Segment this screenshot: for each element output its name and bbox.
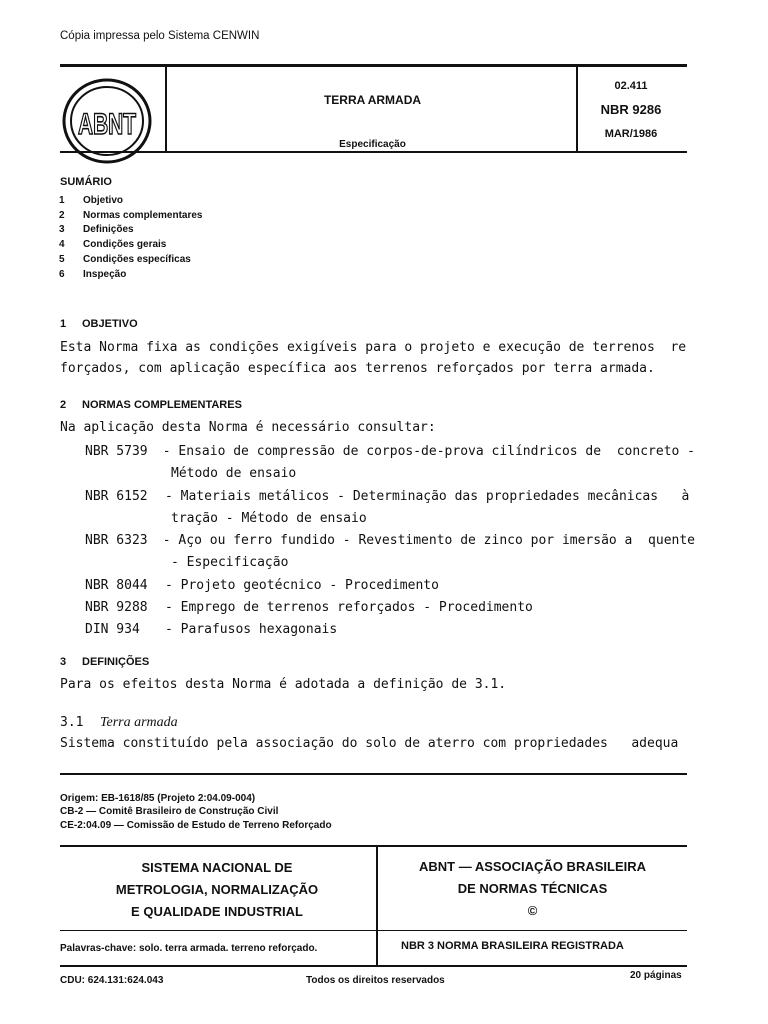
definicoes-intro: Para os efeitos desta Norma é adotada a definição de 3.1. (60, 677, 507, 692)
summary-item (59, 194, 203, 209)
summary-item-label: Definições (83, 224, 134, 236)
reference-title: tração - Método de ensaio (171, 510, 367, 526)
summary-item-label: Normas complementares (83, 209, 203, 221)
reference-list (85, 441, 695, 642)
reference-title: - Materiais metálicos - Determinação das propriedades mecânicas à (165, 488, 690, 504)
reference-title: - Emprego de terrenos reforçados - Procedimento (165, 600, 533, 616)
reference-code: DIN 934 (85, 622, 140, 638)
summary-item (59, 253, 203, 268)
header-divider-left (165, 66, 167, 152)
reference-title: - Ensaio de compressão de corpos-de-prova cilíndricos de concreto - (162, 444, 695, 459)
section-number: 1 (60, 318, 67, 330)
summary-item-label: Objetivo (83, 195, 124, 206)
institution-divider (376, 846, 378, 966)
definition-heading (60, 714, 690, 731)
section-number: 2 (60, 399, 67, 411)
normas-intro: Na aplicação desta Norma é necessário consultar: (60, 420, 436, 435)
header-divider-right (576, 66, 578, 152)
abnt-block (380, 856, 685, 922)
keywords-rule-left (60, 930, 376, 931)
committee-line: CB-2 — Comitê Brasileiro de Construção Civil (60, 806, 279, 818)
summary-item-label: Condições gerais (83, 239, 167, 251)
abnt-line: ABNT — ASSOCIAÇÃO BRASILEIRA (418, 859, 647, 874)
norm-date: MAR/1986 (604, 128, 658, 140)
reference-line (85, 441, 695, 463)
summary-item-label: Condições específicas (83, 253, 191, 265)
summary-item (59, 223, 203, 238)
page-count: 20 páginas (630, 970, 682, 981)
body-end-rule (60, 773, 687, 775)
reference-line (85, 530, 695, 552)
objetivo-text-line-2: forçados, com aplicação específica aos terrenos reforçados por terra armada. (60, 361, 655, 376)
sinmetro-line: E QUALIDADE INDUSTRIAL (131, 904, 303, 919)
document-code: 02.411 (614, 80, 648, 92)
definition-number: 3.1 (60, 715, 84, 730)
section-title: NORMAS COMPLEMENTARES (82, 399, 242, 411)
reference-line (85, 552, 695, 574)
header-top-rule (60, 64, 687, 67)
summary-item-label: Inspeção (83, 268, 127, 280)
copyright-symbol: © (527, 903, 538, 918)
reference-code: NBR 8044 (85, 577, 148, 593)
definition-text: Sistema constituído pela associação do solo de aterro com propriedades adequa (60, 736, 679, 751)
sinmetro-block (60, 857, 374, 923)
section-number: 3 (60, 656, 67, 668)
reference-line (85, 463, 695, 485)
reference-line (85, 486, 695, 508)
rights-reserved: Todos os direitos reservados (306, 975, 445, 986)
header-bottom-rule (60, 151, 687, 153)
abnt-line: DE NORMAS TÉCNICAS (457, 881, 608, 896)
keywords-rule-right (378, 930, 687, 931)
printed-by-note: Cópia impressa pelo Sistema CENWIN (60, 30, 260, 42)
institution-bottom-rule (60, 965, 687, 967)
summary-item (59, 238, 203, 253)
summary-item (59, 268, 203, 283)
keywords: Palavras-chave: solo. terra armada. terreno reforçado. (60, 943, 318, 954)
origin-block (60, 792, 332, 832)
section-title: DEFINIÇÕES (82, 656, 150, 668)
section-title: OBJETIVO (82, 318, 138, 330)
reference-title: Método de ensaio (171, 466, 297, 482)
document-subtitle: Especificação (339, 139, 406, 150)
reference-code: NBR 6152 (85, 488, 148, 504)
definition-term: Terra armada (100, 715, 178, 730)
summary-item-number: 6 (59, 268, 65, 280)
reference-code: NBR 6323 (85, 533, 148, 549)
abnt-logo (62, 78, 152, 164)
reference-code: NBR 5739 (85, 444, 148, 459)
registration-note: NBR 3 NORMA BRASILEIRA REGISTRADA (401, 940, 624, 952)
reference-title: - Aço ou ferro fundido - Revestimento de zinco por imersão a quente (162, 533, 695, 549)
document-title: TERRA ARMADA (323, 93, 422, 107)
cdu-code: CDU: 624.131:624.043 (60, 975, 164, 986)
norm-number: NBR 9286 (600, 102, 662, 117)
section-heading-normas (60, 399, 242, 411)
section-heading-definicoes (60, 656, 149, 668)
reference-title: - Projeto geotécnico - Procedimento (165, 577, 439, 593)
institution-top-rule (60, 845, 687, 847)
reference-line (85, 575, 695, 597)
section-heading-objetivo (60, 318, 138, 330)
study-commission-line: CE-2:04.09 — Comissão de Estudo de Terreno Reforçado (60, 819, 332, 831)
summary-list (59, 194, 203, 282)
reference-title: - Parafusos hexagonais (165, 622, 338, 638)
summary-item-number: 4 (59, 239, 65, 251)
summary-item-number: 5 (59, 253, 65, 265)
summary-item-number: 3 (59, 224, 65, 236)
summary-item-number: 1 (59, 195, 65, 206)
reference-title: - Especificação (171, 555, 289, 571)
reference-line (85, 597, 695, 619)
reference-line (85, 619, 695, 641)
objetivo-text-line-1: Esta Norma fixa as condições exigíveis para o projeto e execução de terrenos re (60, 340, 687, 355)
sinmetro-line: SISTEMA NACIONAL DE (141, 860, 293, 875)
reference-line (85, 508, 695, 530)
svg-text:ABNT: ABNT (78, 108, 136, 141)
sinmetro-line: METROLOGIA, NORMALIZAÇÃO (115, 882, 319, 897)
summary-heading: SUMÁRIO (60, 176, 112, 188)
origin-line: Origem: EB-1618/85 (Projeto 2:04.09-004) (60, 793, 256, 804)
summary-item (59, 209, 203, 224)
reference-code: NBR 9288 (85, 600, 148, 616)
summary-item-number: 2 (59, 209, 65, 221)
